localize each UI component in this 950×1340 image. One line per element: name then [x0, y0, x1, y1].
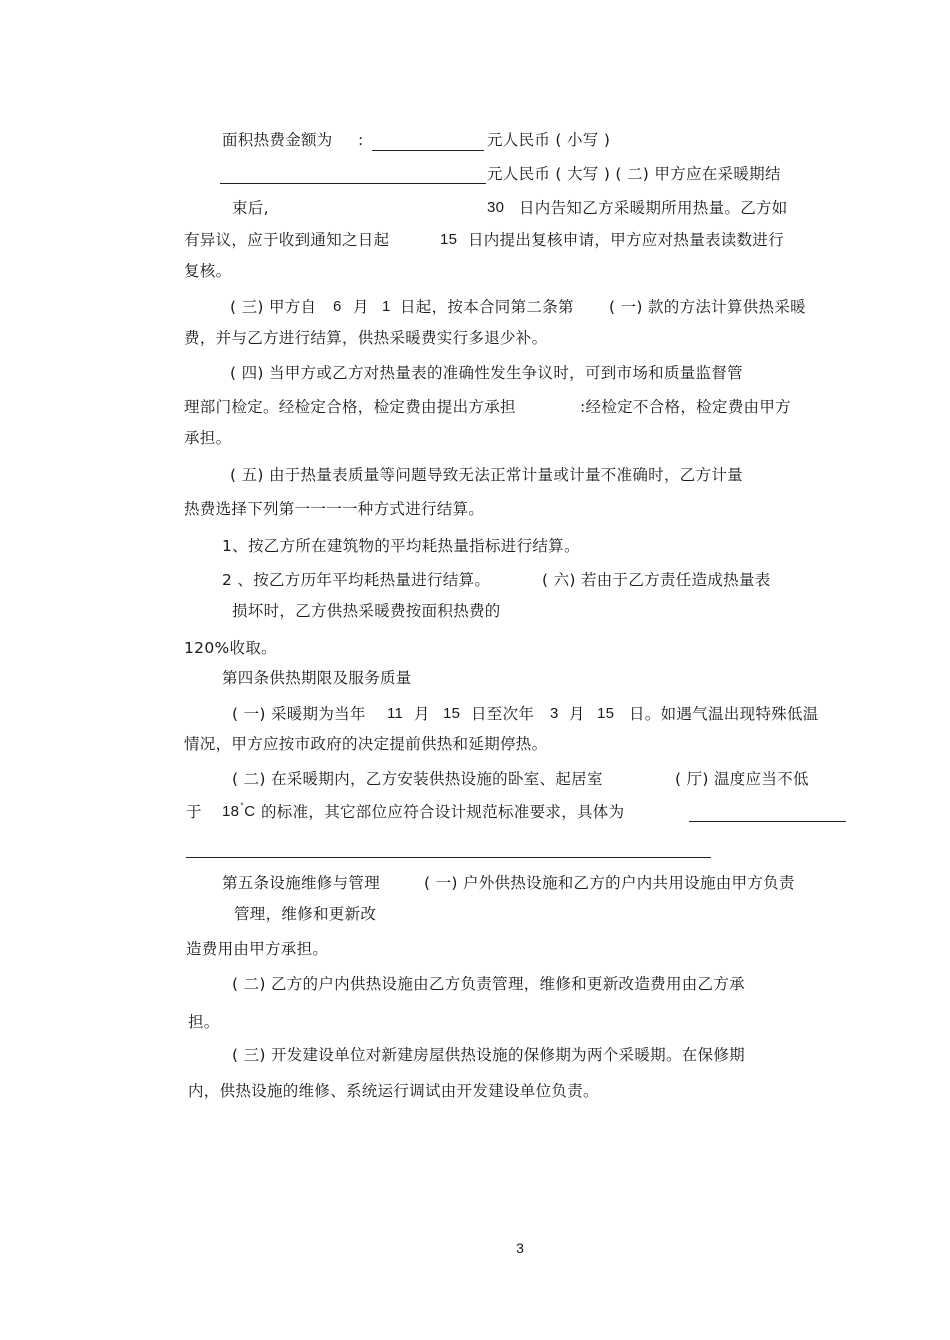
text: 费，并与乙方进行结算，供热采暖费实行多退少补。 — [184, 329, 548, 347]
text-line — [184, 397, 516, 417]
text-line — [230, 363, 743, 383]
text: 复核。 — [184, 262, 232, 280]
text-line — [222, 130, 333, 150]
text-line — [424, 873, 795, 893]
text-line — [188, 1012, 220, 1032]
text-line — [188, 1081, 599, 1101]
text: 11 — [387, 705, 404, 722]
blank-underline — [689, 821, 846, 822]
text: 1 — [382, 298, 391, 315]
text-line — [234, 904, 376, 924]
text: ( 二) 在采暖期内，乙方安装供热设施的卧室、起居室 — [232, 770, 603, 788]
number — [487, 198, 504, 218]
text-line — [232, 704, 366, 724]
text: 元人民币 ( 大写 ) ( 二) 甲方应在采暖期结 — [487, 165, 781, 183]
text: 元人民币 ( 小写 ) — [487, 131, 611, 149]
text: 管理，维修和更新改 — [234, 905, 377, 923]
text-line — [184, 734, 547, 754]
text-line — [232, 974, 745, 994]
text: 18 — [222, 803, 240, 820]
text: 1、按乙方所在建筑物的平均耗热量指标进行结算。 — [222, 537, 580, 555]
text-line — [542, 570, 771, 590]
text: ( 五) 由于热量表质量等问题导致无法正常计量或计量不准确时，乙方计量 — [230, 466, 743, 484]
text-line — [580, 397, 791, 417]
text-line — [184, 638, 277, 658]
text-line — [184, 261, 231, 281]
text-line — [232, 769, 603, 789]
text-line — [358, 130, 364, 150]
text-line — [186, 939, 328, 959]
text: 日内提出复核申请，甲方应对热量表读数进行 — [468, 231, 785, 249]
text: 情况，甲方应按市政府的决定提前供热和延期停热。 — [184, 735, 548, 753]
text: 造费用由甲方承担。 — [186, 940, 329, 958]
text-line — [675, 769, 809, 789]
number — [387, 704, 403, 724]
text: 内，供热设施的维修、系统运行调试由开发建设单位负责。 — [188, 1082, 599, 1100]
text-line — [629, 704, 819, 724]
text: ( 二) 乙方的户内供热设施由乙方负责管理，维修和更新改造费用由乙方承 — [232, 975, 745, 993]
text: 6 — [333, 298, 342, 315]
text-line — [414, 704, 430, 724]
text-line — [184, 428, 231, 448]
text: 月 — [569, 705, 585, 723]
section-heading — [222, 668, 412, 688]
text-line — [487, 164, 781, 184]
text: ( 一) 户外供热设施和乙方的户内共用设施由甲方负责 — [424, 874, 795, 892]
text: C — [244, 803, 256, 820]
page-number: 3 — [516, 1240, 524, 1256]
text-line — [353, 297, 369, 317]
blank-underline — [186, 857, 711, 858]
text-line — [186, 802, 202, 822]
text-line — [222, 570, 490, 590]
text: 2 、按乙方历年平均耗热量进行结算。 — [222, 571, 491, 589]
text: 15 — [597, 705, 615, 722]
text: ( 三) 甲方自 — [230, 298, 317, 316]
text: ( 一) 款的方法计算供热采暖 — [609, 298, 806, 316]
text-line — [468, 230, 784, 250]
text: ( 一) 采暖期为当年 — [232, 705, 366, 723]
number — [597, 704, 614, 724]
text: 15 — [440, 231, 458, 248]
text: 热费选择下列第一一一一种方式进行结算。 — [184, 500, 485, 518]
text: ( 厅) 温度应当不低 — [675, 770, 809, 788]
text: 有异议，应于收到通知之日起 — [184, 231, 390, 249]
text: 日内告知乙方采暖期所用热量。乙方如 — [519, 199, 788, 217]
blank-underline — [220, 183, 486, 184]
number — [333, 297, 342, 317]
number — [440, 230, 457, 250]
text: :经检定不合格，检定费由甲方 — [580, 398, 791, 416]
text: 日。如遇气温出现特殊低温 — [629, 705, 819, 723]
text-line — [230, 465, 743, 485]
text-line — [232, 198, 269, 218]
text: 日至次年 — [471, 705, 535, 723]
text-line — [487, 130, 610, 150]
text: 理部门检定。经检定合格，检定费由提出方承担 — [184, 398, 516, 416]
text-line — [400, 297, 574, 317]
temperature-value — [222, 802, 255, 823]
text: 损坏时，乙方供热采暖费按面积热费的 — [232, 602, 501, 620]
number — [550, 704, 559, 724]
text: 担。 — [188, 1013, 220, 1031]
degree-symbol: ° — [240, 801, 245, 811]
text: 120%收取。 — [184, 639, 277, 657]
text: : — [358, 131, 364, 149]
blank-underline — [372, 150, 484, 151]
text: 的标准，其它部位应符合设计规范标准要求，具体为 — [261, 803, 625, 821]
text-line — [232, 601, 501, 621]
text: ( 六) 若由于乙方责任造成热量表 — [542, 571, 771, 589]
text-line — [519, 198, 788, 218]
text: 于 — [186, 803, 202, 821]
text-line — [471, 704, 534, 724]
text-line — [222, 536, 580, 556]
number — [382, 297, 391, 317]
text-line — [184, 499, 484, 519]
text-line — [232, 1045, 745, 1065]
text: 3 — [550, 705, 559, 722]
text: 第四条供热期限及服务质量 — [222, 669, 412, 687]
text: 第五条设施维修与管理 — [222, 874, 381, 892]
text-line — [184, 230, 389, 250]
number — [443, 704, 460, 724]
text: 束后, — [232, 199, 269, 217]
text-line — [569, 704, 585, 724]
text: 月 — [414, 705, 430, 723]
text-line — [609, 297, 806, 317]
text: 日起，按本合同第二条第 — [400, 298, 574, 316]
text: 面积热费金额为 — [222, 131, 333, 149]
text: 30 — [487, 199, 505, 216]
text: ( 四) 当甲方或乙方对热量表的准确性发生争议时，可到市场和质量监督管 — [230, 364, 743, 382]
text: 承担。 — [184, 429, 232, 447]
text-line — [230, 297, 316, 317]
text-line — [261, 802, 624, 822]
text-line — [184, 328, 547, 348]
text: ( 三) 开发建设单位对新建房屋供热设施的保修期为两个采暖期。在保修期 — [232, 1046, 745, 1064]
text: 月 — [353, 298, 369, 316]
text: 15 — [443, 705, 461, 722]
section-heading — [222, 873, 380, 893]
